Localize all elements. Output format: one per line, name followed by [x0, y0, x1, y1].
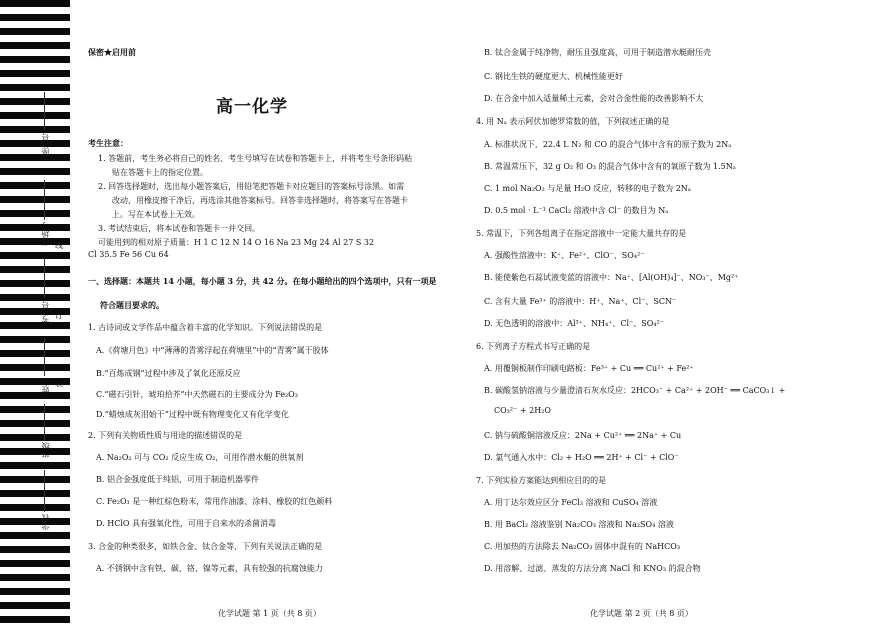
- option-line: D. 用溶解、过滤、蒸发的方法分离 NaCl 和 KNO₃ 的混合物: [484, 564, 701, 573]
- question-line: 4. 用 Nₐ 表示阿伏加德罗常数的值，下列叙述正确的是: [476, 117, 670, 126]
- question-line: 7. 下列实验方案能达到相应目的的是: [476, 476, 607, 485]
- option-line: B. 铝合金强度低于纯铝，可用于制造机器零件: [96, 475, 259, 484]
- option-line: C. Fe₂O₃ 是一种红棕色粉末，常用作油漆、涂料、橡胶的红色颜料: [96, 497, 333, 506]
- option-line: B. 用 BaCl₂ 溶液鉴别 Na₂CO₃ 溶液和 Na₂SO₄ 溶液: [484, 520, 674, 529]
- page-footer-right: 化学试题 第 2 页（共 8 页）: [590, 609, 693, 618]
- seat-number-underline: [44, 92, 45, 130]
- class-field: 班级: [41, 442, 50, 458]
- option-line: A. 用丁达尔效应区分 FeCl₃ 溶液和 CuSO₄ 溶液: [484, 498, 658, 507]
- option-line: D. 0.5 mol · L⁻¹ CaCl₂ 溶液中含 Cl⁻ 的数目为 Nₐ: [484, 206, 669, 215]
- option-line: D. 氯气通入水中：Cl₂ + H₂O ══ 2H⁺ + Cl⁻ + ClO⁻: [484, 453, 679, 462]
- option-line: CO₃²⁻ + 2H₂O: [494, 406, 551, 415]
- option-line: B. 能使紫色石蕊试液变蓝的溶液中：Na⁺、[Al(OH)₄]⁻、NO₃⁻、Mg²⁺: [484, 273, 739, 282]
- question-line: 2. 下列有关物质性质与用途的描述错误的是: [88, 431, 243, 440]
- option-line: C. 钠与硫酸铜溶液反应：2Na + Cu²⁺ ══ 2Na⁺ + Cu: [484, 431, 682, 440]
- option-line: B. 常温常压下，32 g O₂ 和 O₃ 的混合气体中含有的氧原子数为 1.5Nₐ: [484, 162, 736, 171]
- exam-room-underline: [44, 180, 45, 220]
- option-line: C. 含有大量 Fe³⁺ 的溶液中：H⁺、Na⁺、Cl⁻、SCN⁻: [484, 297, 677, 306]
- section-heading: 一、选择题：本题共 14 小题，每小题 3 分，共 42 分。在每小题给出的四个选项中，只有一项是: [88, 276, 437, 286]
- atomic-mass-line: 可能用到的相对原子质量：H 1 C 12 N 14 O 16 Na 23 Mg 24 Al 27 S 32: [98, 238, 375, 247]
- option-line: D. 在合金中加入适量稀土元素，会对合金性能的改善影响不大: [484, 94, 704, 103]
- name-field: 姓名: [41, 378, 50, 394]
- option-line: B. 碳酸氢钠溶液与少量澄清石灰水反应：2HCO₃⁻ + Ca²⁺ + 2OH⁻ ══ CaCO₃↓ +: [484, 386, 786, 395]
- option-line: D. HClO 具有强氧化性，可用于自来水的杀菌消毒: [96, 519, 276, 528]
- option-line: D. 无色透明的溶液中：Al³⁺、NH₄⁺、Cl⁻、SO₄²⁻: [484, 319, 664, 328]
- option-line: A. 强酸性溶液中：K⁺、Fe²⁺、ClO⁻、SO₄²⁻: [484, 251, 645, 260]
- note-line: 3. 考试结束后，将本试卷和答题卡一并交回。: [98, 224, 261, 233]
- binding-char-line: 线: [55, 241, 63, 250]
- page-footer-left: 化学试题 第 1 页（共 8 页）: [218, 609, 321, 618]
- note-line: 2. 回答选择题时，选出每小题答案后，用铅笔把答题卡对应题目的答案标号涂黑。如需: [98, 182, 405, 191]
- option-line: A. Na₂O₂ 可与 CO₂ 反应生成 O₂，可用作潜水艇的供氧剂: [96, 453, 304, 462]
- option-line: C. 用加热的方法除去 Na₂CO₃ 固体中混有的 NaHCO₃: [484, 542, 681, 551]
- section-heading: 符合题目要求的。: [100, 300, 164, 310]
- note-line: 上。写在本试卷上无效。: [112, 210, 200, 219]
- binding-margin: [40, 0, 84, 630]
- class-underline: [44, 404, 45, 440]
- binding-char-bind: 装: [55, 379, 63, 388]
- student-number-field: 考生号: [41, 300, 50, 324]
- note-line: 改动，用橡皮擦干净后，再选涂其他答案标号。回答非选择题时，将答案写在答题卡: [112, 196, 408, 205]
- option-line: D.“蜡烛成灰泪始干”过程中既有物理变化又有化学变化: [96, 410, 289, 419]
- exam-room-field: 考场号: [41, 222, 50, 246]
- confidential-label: 保密★启用前: [88, 47, 136, 57]
- option-line: A. 不锈钢中含有铁、碳、铬、镍等元素，具有较强的抗腐蚀能力: [96, 564, 323, 573]
- option-line: C. 钢比生铁的硬度更大、机械性能更好: [484, 72, 623, 81]
- option-line: A.《荷塘月色》中“薄薄的青雾浮起在荷塘里”中的“青雾”属于胶体: [96, 346, 329, 355]
- note-line: 贴在答题卡上的指定位置。: [112, 168, 208, 177]
- question-line: 3. 合金的种类很多，如铁合金、钛合金等，下列有关说法正确的是: [88, 542, 323, 551]
- seat-number-field: 座位号: [41, 132, 50, 156]
- student-number-underline: [44, 258, 45, 298]
- page-title: 高一化学: [216, 97, 288, 117]
- school-underline: [44, 470, 45, 512]
- option-line: C. 1 mol Na₂O₂ 与足量 H₂O 反应，转移的电子数为 2Nₐ: [484, 184, 691, 193]
- name-underline: [44, 338, 45, 376]
- question-line: 5. 常温下，下列各组离子在指定溶液中一定能大量共存的是: [476, 229, 687, 238]
- option-line: B. 钛合金属于纯净物，耐压且强度高，可用于制造潜水艇耐压壳: [484, 48, 711, 57]
- note-line: 1. 答题前，考生务必将自己的姓名、考生号填写在试卷和答题卡上，并将考生号条形码粘: [98, 154, 413, 163]
- binding-char-order: 订: [55, 311, 63, 320]
- atomic-mass-line: Cl 35.5 Fe 56 Cu 64: [88, 250, 169, 259]
- notes-heading: 考生注意：: [88, 138, 128, 148]
- school-field: 学校: [41, 514, 50, 530]
- option-line: B.“百炼成钢”过程中涉及了氧化还原反应: [96, 369, 241, 378]
- question-line: 1. 古诗词或文学作品中蕴含着丰富的化学知识。下列说法错误的是: [88, 323, 323, 332]
- option-line: C.“磁石引针，琥珀拾芥”中天然磁石的主要成分为 Fe₂O₃: [96, 390, 298, 399]
- option-line: A. 标准状况下，22.4 L N₂ 和 CO 的混合气体中含有的原子数为 2Nₐ: [484, 140, 732, 149]
- question-line: 6. 下列离子方程式书写正确的是: [476, 342, 591, 351]
- option-line: A. 用覆铜板制作印刷电路板：Fe³⁺ + Cu ══ Cu²⁺ + Fe²⁺: [484, 364, 694, 373]
